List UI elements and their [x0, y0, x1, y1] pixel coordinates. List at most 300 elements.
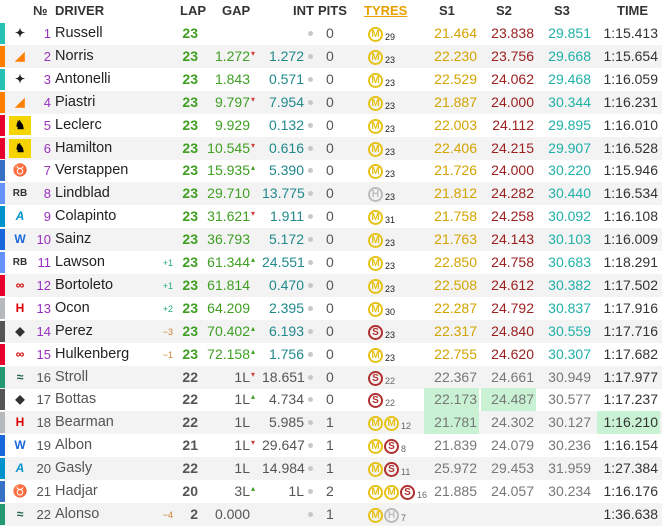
medium-tyre-icon: M: [368, 50, 383, 65]
gap-value: 29.710: [207, 185, 250, 202]
pit-count: 0: [326, 25, 334, 41]
tyre-history[interactable]: [368, 391, 395, 408]
lap-time: 1:17.502: [603, 276, 658, 293]
tyre-history[interactable]: [368, 277, 395, 294]
position-number: 21: [36, 484, 51, 499]
table-row[interactable]: [0, 22, 662, 45]
gap-trend-icon: ▾: [251, 438, 256, 448]
table-row[interactable]: [0, 274, 662, 297]
lap-time: 1:16.176: [603, 483, 658, 499]
table-row[interactable]: [0, 114, 662, 137]
position-number: 8: [43, 186, 51, 202]
team-accent-bar: [0, 229, 5, 250]
driver-name[interactable]: Piastri: [55, 93, 96, 110]
sector-s1-time: 21.885: [434, 483, 477, 499]
tyre-history[interactable]: [368, 162, 395, 179]
lap-time: 1:16.231: [603, 93, 658, 110]
lap-count: 21: [182, 437, 198, 454]
sector-s1-time: 22.508: [434, 276, 477, 293]
gap-trend-icon: ▾: [251, 94, 256, 104]
alpine-logo-icon: A: [15, 461, 25, 476]
driver-name[interactable]: Lawson: [55, 254, 105, 270]
aston-martin-logo-icon: ≈: [16, 506, 24, 521]
pit-count: 1: [326, 414, 334, 431]
tyre-history[interactable]: [368, 254, 395, 271]
pit-count: 0: [326, 345, 334, 362]
driver-name[interactable]: Verstappen: [55, 162, 129, 179]
tyre-age: 23: [385, 329, 396, 340]
lap-count: 23: [182, 93, 198, 110]
position-change: −3: [162, 326, 173, 337]
medium-tyre-icon: M: [368, 302, 383, 317]
pit-count: 0: [326, 299, 334, 316]
position-number: 13: [36, 300, 51, 316]
sector-s3-time: 30.837: [548, 299, 591, 316]
interval-dot-icon: [308, 260, 313, 265]
table-row[interactable]: [0, 503, 662, 526]
interval-dot-icon: [308, 329, 313, 334]
table-row[interactable]: [0, 480, 662, 503]
tyre-age: 23: [385, 169, 396, 180]
lap-count: 23: [182, 299, 198, 316]
interval-dot-icon: [308, 77, 313, 82]
driver-name[interactable]: Lindblad: [55, 185, 110, 202]
position-number: 12: [36, 277, 51, 293]
tyre-age: 23: [385, 100, 396, 111]
sector-s3-time: 30.220: [548, 162, 591, 179]
tyre-history[interactable]: [368, 208, 395, 225]
racing-bulls-logo-icon: RB: [12, 188, 28, 200]
medium-tyre-icon: M: [368, 279, 383, 294]
medium-tyre-icon: M: [368, 210, 383, 225]
soft-tyre-icon: S: [384, 439, 399, 454]
sector-s2-time: 24.258: [491, 208, 534, 225]
team-accent-bar: [0, 504, 5, 525]
sector-s1-time: 22.406: [434, 139, 477, 156]
lap-count: 22: [182, 391, 198, 408]
sector-s1-time: 21.812: [434, 185, 477, 202]
interval-value: 13.775: [262, 185, 305, 202]
interval-value: 5.985: [268, 414, 304, 431]
lap-count: 2: [190, 505, 198, 522]
sector-s1-time: 22.367: [434, 368, 477, 385]
ferrari-logo-icon: ♞: [9, 116, 31, 135]
tyre-history[interactable]: [368, 25, 395, 42]
sector-s1-time: 25.972: [434, 460, 477, 477]
gap-trend-icon: ▾: [251, 369, 256, 379]
medium-tyre-icon: M: [368, 348, 383, 363]
sector-s1-time: 22.003: [434, 116, 477, 133]
gap-trend-icon: ▾: [251, 209, 256, 219]
sector-s3-time: 30.344: [548, 93, 591, 110]
sector-s2-time: 24.000: [491, 162, 534, 179]
table-row[interactable]: [0, 411, 662, 434]
header-lap: LAP: [180, 3, 206, 18]
driver-name[interactable]: Gasly: [55, 460, 93, 477]
sector-s1-time: 22.173: [434, 391, 477, 408]
lap-time: 1:27.384: [603, 460, 658, 477]
sector-s1-time: 21.758: [434, 208, 477, 225]
interval-dot-icon: [308, 443, 313, 448]
tyre-history[interactable]: [368, 346, 395, 363]
sector-s3-time: 30.683: [548, 254, 591, 270]
tyre-history[interactable]: [368, 117, 395, 134]
pit-count: 0: [326, 185, 334, 202]
lap-count: 20: [182, 483, 198, 499]
sector-s2-time: 24.282: [491, 185, 534, 202]
lap-time: 1:16.059: [603, 70, 658, 87]
sector-s2-time: 24.000: [491, 93, 534, 110]
header-pits: PITS: [318, 3, 347, 18]
pit-count: 0: [326, 391, 334, 408]
pit-count: 1: [326, 460, 334, 477]
table-row[interactable]: [0, 228, 662, 251]
sector-s2-time: 24.620: [491, 345, 534, 362]
gap-value: 3L: [234, 483, 250, 499]
position-number: 5: [43, 117, 51, 133]
team-accent-bar: [0, 412, 5, 433]
sector-s3-time: 30.236: [548, 437, 591, 454]
driver-name[interactable]: Stroll: [55, 368, 89, 385]
header-time: TIME: [617, 3, 649, 18]
tyre-history[interactable]: [368, 48, 395, 65]
interval-value: 1.272: [268, 47, 304, 64]
interval-dot-icon: [308, 31, 313, 36]
team-accent-bar: [0, 344, 5, 365]
table-row[interactable]: [0, 434, 662, 457]
table-row[interactable]: [0, 251, 662, 274]
gap-value: 9.797: [214, 93, 250, 110]
position-number: 15: [36, 346, 51, 362]
table-row[interactable]: [0, 343, 662, 366]
tyre-history[interactable]: [368, 460, 410, 477]
table-row[interactable]: [0, 457, 662, 480]
medium-tyre-icon: M: [368, 27, 383, 42]
aston-martin-logo-icon: ≈: [16, 369, 24, 384]
lap-count: 23: [182, 185, 198, 202]
team-accent-bar: [0, 321, 5, 342]
driver-name[interactable]: Perez: [55, 322, 93, 339]
header-int: INT: [293, 3, 314, 18]
tyre-age: 23: [385, 54, 396, 65]
mercedes-logo-icon: ✦: [14, 26, 26, 40]
tyre-age: 7: [401, 512, 407, 523]
team-accent-bar: [0, 92, 5, 113]
tyre-history[interactable]: [368, 414, 411, 431]
interval-dot-icon: [308, 214, 313, 219]
medium-tyre-icon: M: [368, 164, 383, 179]
lap-time: 1:16.534: [603, 185, 658, 202]
position-change: +2: [162, 303, 173, 314]
sector-s3-time: 30.577: [548, 391, 591, 408]
table-row[interactable]: [0, 205, 662, 228]
sector-s1-time: 22.317: [434, 322, 477, 339]
pit-count: 0: [326, 254, 334, 270]
table-row[interactable]: [0, 320, 662, 343]
header-s1: S1: [439, 3, 455, 18]
driver-name[interactable]: Leclerc: [55, 116, 102, 133]
ferrari-logo-icon: ♞: [9, 139, 31, 158]
medium-tyre-icon: M: [368, 119, 383, 134]
sector-s2-time: 23.756: [491, 47, 534, 64]
position-number: 14: [36, 323, 51, 339]
driver-name[interactable]: Russell: [55, 25, 103, 41]
tyre-history[interactable]: [368, 94, 395, 111]
interval-value: 2.395: [268, 299, 304, 316]
interval-dot-icon: [308, 306, 313, 311]
team-accent-bar: [0, 298, 5, 319]
tyre-age: 11: [401, 467, 411, 478]
interval-value: 14.984: [262, 460, 305, 477]
interval-dot-icon: [308, 397, 313, 402]
sector-s3-time: 30.949: [548, 368, 591, 385]
gap-value: 72.158: [207, 345, 250, 362]
table-row[interactable]: [0, 366, 662, 389]
sector-s3-time: 29.668: [548, 47, 591, 64]
interval-dot-icon: [308, 420, 313, 425]
position-number: 20: [36, 461, 51, 477]
lap-count: 23: [182, 116, 198, 133]
tyre-history[interactable]: [368, 185, 395, 202]
gap-value: 9.929: [214, 116, 250, 133]
pit-count: 0: [326, 116, 334, 133]
lap-time: 1:17.716: [603, 322, 658, 339]
table-row[interactable]: [0, 297, 662, 320]
interval-dot-icon: [308, 466, 313, 471]
interval-value: 24.551: [262, 254, 305, 270]
lap-time: 1:16.210: [603, 414, 658, 431]
team-accent-bar: [0, 275, 5, 296]
sector-s2-time: 29.453: [491, 460, 534, 477]
interval-value: 1.756: [268, 345, 304, 362]
lap-count: 23: [182, 345, 198, 362]
interval-value: 7.954: [268, 93, 304, 110]
interval-dot-icon: [308, 237, 313, 242]
gap-value: 1L: [234, 368, 250, 385]
sector-s1-time: 22.529: [434, 70, 477, 87]
sector-s2-time: 24.840: [491, 322, 534, 339]
table-row[interactable]: [0, 159, 662, 182]
sector-s2-time: 24.487: [491, 391, 534, 408]
interval-value: 0.132: [268, 116, 304, 133]
gap-value: 1.272: [214, 47, 250, 64]
driver-name[interactable]: Bottas: [55, 391, 97, 408]
driver-name[interactable]: Norris: [55, 47, 94, 64]
tyre-age: 22: [385, 398, 396, 409]
interval-dot-icon: [308, 512, 313, 517]
position-number: 11: [37, 255, 51, 270]
tyre-history[interactable]: [368, 323, 395, 340]
soft-tyre-icon: S: [384, 462, 399, 477]
position-number: 18: [36, 415, 51, 431]
lap-count: 23: [182, 322, 198, 339]
tyre-age: 30: [385, 306, 396, 317]
sector-s3-time: 30.440: [548, 185, 591, 202]
medium-tyre-icon: M: [368, 142, 383, 157]
pit-count: 0: [326, 368, 334, 385]
position-number: 7: [43, 163, 51, 179]
pit-count: 1: [326, 505, 334, 522]
tyre-age: 23: [385, 77, 396, 88]
gap-value: 15.935: [207, 162, 250, 179]
lap-time: 1:17.237: [603, 391, 658, 408]
tyre-age: 22: [385, 375, 396, 386]
table-row[interactable]: [0, 91, 662, 114]
position-number: 2: [43, 48, 51, 64]
interval-dot-icon: [308, 100, 313, 105]
tyre-history[interactable]: [368, 506, 406, 523]
team-accent-bar: [0, 435, 5, 456]
medium-tyre-icon: M: [384, 416, 399, 431]
driver-name[interactable]: Hadjar: [55, 483, 98, 499]
sector-s3-time: 30.127: [548, 414, 591, 431]
hard-tyre-icon: H: [384, 508, 399, 523]
gap-trend-icon: ▴: [251, 255, 256, 264]
lap-count: 22: [182, 414, 198, 431]
header-gap: GAP: [222, 3, 251, 18]
interval-dot-icon: [308, 489, 313, 494]
sector-s3-time: 29.468: [548, 70, 591, 87]
sector-s3-time: 29.851: [548, 25, 591, 41]
team-accent-bar: [0, 481, 5, 502]
driver-name[interactable]: Hulkenberg: [55, 345, 130, 362]
gap-value: 1L: [234, 437, 250, 454]
interval-value: 18.651: [262, 368, 305, 385]
driver-name[interactable]: Colapinto: [55, 208, 117, 225]
pit-count: 0: [326, 208, 334, 225]
gap-trend-icon: ▴: [251, 392, 256, 402]
team-accent-bar: [0, 46, 5, 67]
sector-s3-time: 31.959: [548, 460, 591, 477]
sector-s3-time: 30.382: [548, 276, 591, 293]
sector-s1-time: 21.781: [434, 414, 477, 431]
driver-name[interactable]: Sainz: [55, 231, 92, 248]
sector-s2-time: 24.302: [491, 414, 534, 431]
position-number: 22: [36, 506, 51, 522]
driver-name[interactable]: Antonelli: [55, 70, 111, 87]
table-row[interactable]: [0, 45, 662, 68]
driver-name[interactable]: Albon: [55, 437, 93, 454]
driver-name[interactable]: Bearman: [55, 414, 114, 431]
sector-s2-time: 24.062: [491, 70, 534, 87]
soft-tyre-icon: S: [368, 371, 383, 386]
position-number: 17: [36, 392, 51, 408]
interval-value: 0.571: [268, 70, 304, 87]
tyre-age: 23: [385, 146, 396, 157]
tyre-history[interactable]: [368, 483, 427, 500]
racing-bulls-logo-icon: RB: [12, 257, 28, 268]
sector-s3-time: 30.559: [548, 322, 591, 339]
lap-count: 23: [182, 70, 198, 87]
audi-logo-icon: ∞: [15, 346, 25, 361]
lap-time: 1:16.108: [603, 208, 658, 225]
sector-s1-time: 21.726: [434, 162, 477, 179]
lap-time: 1:17.977: [603, 368, 658, 385]
tyre-age: 12: [401, 421, 412, 432]
gap-trend-icon: ▴: [251, 346, 256, 356]
lap-count: 23: [182, 162, 198, 179]
table-row[interactable]: [0, 68, 662, 91]
sector-s2-time: 24.079: [491, 437, 534, 454]
driver-name[interactable]: Bortoleto: [55, 276, 114, 293]
tyre-history[interactable]: [368, 300, 395, 317]
lap-count: 23: [182, 47, 198, 64]
lap-time: 1:17.682: [603, 345, 658, 362]
driver-name[interactable]: Hamilton: [55, 139, 113, 156]
cadillac-logo-icon: ◆: [15, 392, 25, 407]
haas-logo-icon: H: [15, 300, 25, 315]
table-row[interactable]: [0, 388, 662, 411]
tyre-history[interactable]: [368, 231, 395, 248]
position-number: 16: [36, 369, 51, 385]
sector-s1-time: 21.464: [434, 25, 477, 41]
medium-tyre-icon: M: [368, 96, 383, 111]
soft-tyre-icon: S: [368, 393, 383, 408]
header-s3: S3: [554, 3, 570, 18]
lap-time: 1:16.154: [603, 437, 658, 454]
interval-value: 5.390: [268, 162, 304, 179]
tyre-history[interactable]: [368, 140, 395, 157]
lap-time: 1:17.916: [603, 299, 658, 316]
gap-value: 61.344: [207, 254, 250, 270]
tyre-age: 23: [385, 192, 396, 203]
pit-count: 0: [326, 276, 334, 293]
lap-count: 23: [182, 208, 198, 225]
tyre-age: 23: [385, 238, 396, 249]
interval-dot-icon: [308, 375, 313, 380]
driver-name[interactable]: Alonso: [55, 505, 100, 522]
table-row[interactable]: [0, 182, 662, 205]
interval-dot-icon: [308, 146, 313, 151]
interval-dot-icon: [308, 352, 313, 357]
table-row[interactable]: [0, 137, 662, 160]
team-accent-bar: [0, 389, 5, 410]
lap-time: 1:16.528: [603, 139, 658, 156]
position-number: 1: [43, 26, 51, 41]
pit-count: 0: [326, 231, 334, 248]
sector-s2-time: 24.057: [491, 483, 534, 499]
medium-tyre-icon: M: [384, 485, 399, 500]
lap-count: 23: [182, 25, 198, 41]
alpine-logo-icon: A: [15, 209, 25, 224]
tyre-age: 29: [385, 32, 396, 42]
gap-value: 1L: [234, 414, 250, 431]
lap-time: 1:16.010: [603, 116, 658, 133]
position-number: 19: [36, 438, 51, 454]
gap-value: 36.793: [207, 231, 250, 248]
position-change: +1: [162, 280, 173, 291]
tyre-age: 23: [385, 261, 396, 271]
sector-s2-time: 24.112: [492, 116, 534, 133]
position-change: −4: [162, 509, 173, 520]
gap-trend-icon: ▾: [251, 48, 256, 58]
interval-dot-icon: [308, 168, 313, 173]
position-number: 3: [43, 71, 51, 87]
lap-time: 1:15.413: [603, 25, 658, 41]
interval-value: 29.647: [262, 437, 305, 454]
williams-logo-icon: W: [14, 438, 26, 453]
pit-count: 2: [326, 483, 334, 499]
tyre-history[interactable]: [368, 437, 406, 454]
lap-count: 23: [182, 139, 198, 156]
driver-name[interactable]: Ocon: [55, 299, 90, 316]
sector-s1-time: 22.230: [434, 47, 477, 64]
tyre-history[interactable]: [368, 369, 395, 386]
cadillac-logo-icon: ◆: [15, 323, 25, 338]
header-tyres[interactable]: TYRES: [364, 3, 408, 18]
team-accent-bar: [0, 115, 5, 136]
tyre-history[interactable]: [368, 71, 395, 88]
